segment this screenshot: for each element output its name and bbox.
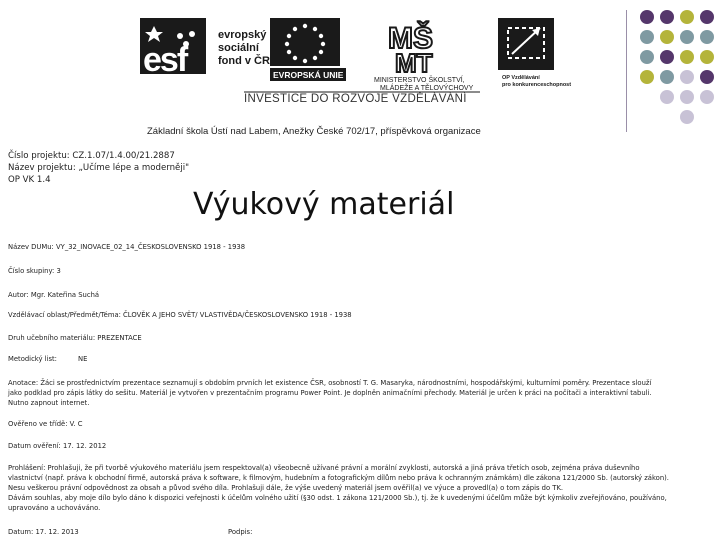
eu-label: EVROPSKÁ UNIE (273, 70, 344, 80)
declaration-line: vlastnictví (např. práva k obchodní firmě, autorská práva k software, k filmovým, hudebním a fotografickým dílům nebo práva k ochranným známkám) dle zákona 121/2000 Sb. (autorský zákon). (8, 474, 669, 482)
eu-flag-logo (270, 18, 346, 81)
dot (700, 50, 714, 64)
annotation-line: Nutno zapnout internet. (8, 399, 90, 407)
group-number: Číslo skupiny: 3 (8, 267, 61, 275)
project-op: OP VK 1.4 (8, 175, 51, 185)
svg-text:MT: MT (395, 48, 433, 78)
author: Autor: Mgr. Kateřina Suchá (8, 291, 100, 299)
esf-line-1: evropský (218, 29, 267, 41)
dot (660, 10, 674, 24)
method-value: NE (78, 355, 88, 363)
dot (680, 110, 694, 124)
annotation-line: jako podklad pro zápis látky do sešitu. Materiál je vytvořen v prezentačním programu Power Point. Je doplněn animačními přechody. Materiál je určen k práci na počítači a interaktivní tabuli. (8, 389, 652, 397)
dot (660, 90, 674, 104)
dot (700, 30, 714, 44)
dot-grid (640, 10, 716, 130)
dot (640, 30, 654, 44)
op-vk-logo (498, 18, 571, 88)
method-label: Metodický list: (8, 355, 57, 363)
verified-class: Ověřeno ve třídě: V. C (8, 420, 83, 428)
dot (700, 90, 714, 104)
dum-name: Název DUMu: VY_32_INOVACE_02_14_ČESKOSLOVENSKO 1918 - 1938 (8, 243, 246, 251)
dot (640, 70, 654, 84)
dot (700, 70, 714, 84)
dot (700, 10, 714, 24)
verified-date: Datum ověření: 17. 12. 2012 (8, 442, 107, 450)
declaration (8, 463, 708, 513)
project-name: Název projektu: „Učíme lépe a moderněji" (8, 163, 190, 173)
declaration-line: Nesu veškerou právní odpovědnost za obsah a původ svého díla. Prohlašuji dále, že výše uvedený materiál jsem ověřil(a) ve výuce a provedl(a) o tom zápis do TK. (8, 484, 564, 492)
dot (660, 30, 674, 44)
esf-line-3: fond v ČR (218, 55, 270, 67)
dot (680, 10, 694, 24)
school-name: Základní škola Ústí nad Labem, Anežky České 702/17, příspěvková organizace (147, 126, 481, 137)
annotation-line: Anotace: Žáci se prostřednictvím prezentace seznamují s obdobím prvních let existence ČSR, osobností T. G. Masaryka, národnostními, hospodářskými, kulturními poměry. Prezentace slouží (8, 379, 652, 387)
dot (680, 90, 694, 104)
annotation (8, 378, 708, 408)
svg-text:esf: esf (143, 41, 187, 79)
esf-logo (140, 18, 270, 79)
project-number: Číslo projektu: CZ.1.07/1.4.00/21.2887 (8, 151, 175, 161)
declaration-line: upravováno a uchováváno. (8, 504, 101, 512)
dot (680, 30, 694, 44)
msmt-line-1: MINISTERSTVO ŠKOLSTVÍ, (374, 77, 465, 84)
svg-text:MŠ: MŠ (388, 22, 433, 55)
signature-label: Podpis: (228, 528, 253, 536)
dot (680, 70, 694, 84)
document-date: Datum: 17. 12. 2013 (8, 528, 79, 536)
dot (660, 50, 674, 64)
material-type: Druh učebního materiálu: PREZENTACE (8, 334, 142, 342)
op-line-1: OP Vzdělávání (502, 75, 540, 81)
dot (660, 70, 674, 84)
declaration-line: Prohlášení: Prohlašuji, že při tvorbě výukového materiálu jsem respektoval(a) všeobecně užívané právní a morální zvyklosti, autorská a jiná práva třetích osob, zejména práva duševního (8, 464, 640, 472)
page-title: Výukový materiál (193, 187, 455, 222)
dot (640, 10, 654, 24)
banner-caption: INVESTICE DO ROZVOJE VZDĚLÁVÁNÍ (244, 93, 467, 105)
dot (640, 50, 654, 64)
subject-area: Vzdělávací oblast/Předmět/Téma: ČLOVĚK A JEHO SVĚT/ VLASTIVĚDA/ČESKOSLOVENSKO 1918 - 1938 (8, 311, 352, 319)
esf-line-2: sociální (218, 42, 259, 54)
dot (680, 50, 694, 64)
op-line-2: pro konkurenceschopnost (502, 82, 572, 88)
divider-line (626, 10, 627, 132)
declaration-line: Dávám souhlas, aby moje dílo bylo dáno k dispozici veřejnosti k účelům volného užití (§30 odst. 1 zákona 121/2000 Sb.), tj. že k uvedenými účelům může být kýmkoliv zveřejňováno, používáno, (8, 494, 667, 502)
msmt-logo (374, 21, 474, 92)
msmt-line-2: MLÁDEŽE A TĚLOVÝCHOVY (380, 85, 474, 92)
